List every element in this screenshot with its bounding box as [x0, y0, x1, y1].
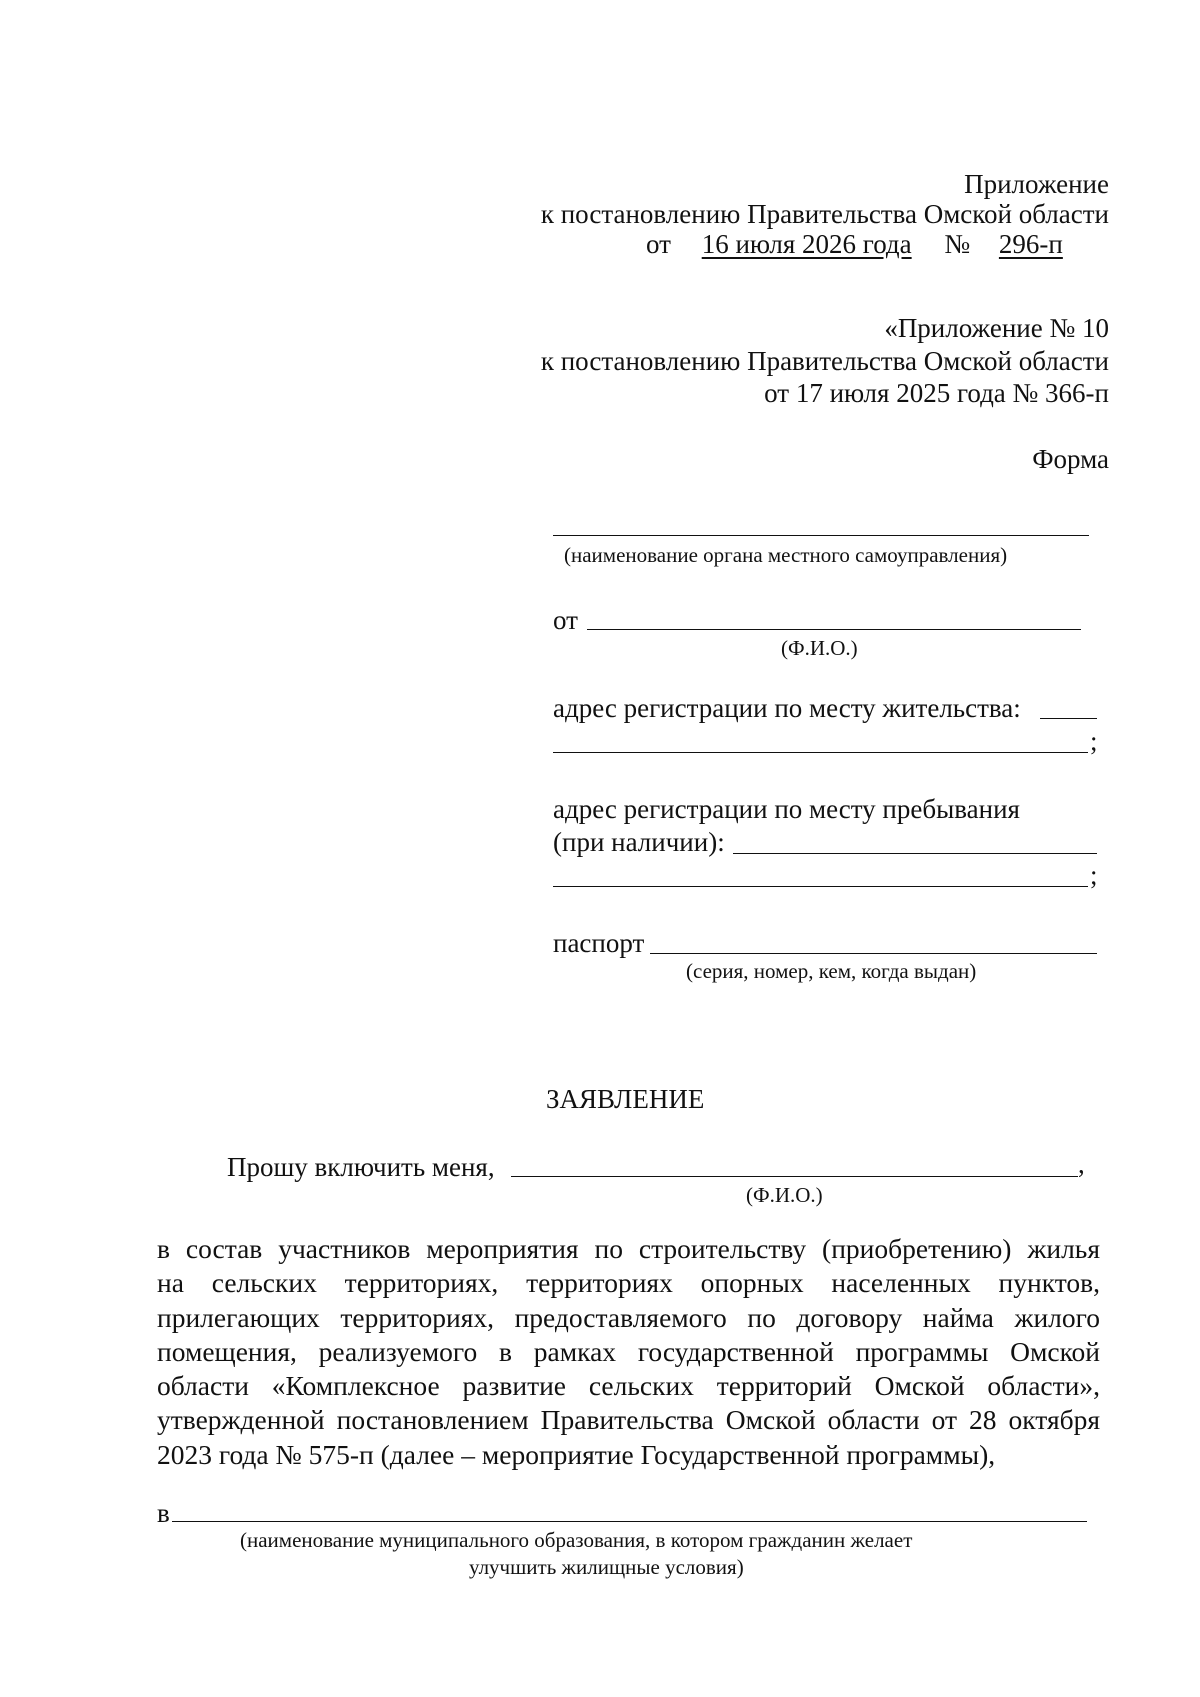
original-resolution-reference: к постановлению Правительства Омской области: [540, 346, 1109, 376]
statement-body-line: утвержденной постановлением Правительства Омской области от 28 октября: [157, 1404, 1100, 1436]
statement-body-line: 2023 года № 575-п (далее – мероприятие Государственной программы),: [157, 1438, 996, 1470]
fio-line: [587, 629, 1081, 630]
statement-body-line: области «Комплексное развитие сельских территорий Омской области»,: [157, 1370, 1100, 1402]
request-label: Прошу включить меня,: [227, 1152, 495, 1182]
statement-body-line: в состав участников мероприятия по строительству (приобретению) жилья: [157, 1233, 1100, 1264]
fio-caption: (Ф.И.О.): [781, 636, 858, 660]
resolution-reference: к постановлению Правительства Омской области: [540, 199, 1109, 229]
residence-address-label: адрес регистрации по месту жительства:: [553, 693, 1021, 723]
residence-address-line-1: [1040, 718, 1097, 719]
form-label: Форма: [1032, 444, 1109, 474]
municipality-caption-line-1: (наименование муниципального образования, в котором гражданин желает: [240, 1528, 913, 1552]
stay-semicolon: ;: [1090, 860, 1098, 890]
resolution-number: 296-п: [998, 229, 1063, 259]
passport-caption: (серия, номер, кем, когда выдан): [686, 959, 977, 983]
municipality-caption-line-2: улучшить жилищные условия): [469, 1555, 744, 1579]
stay-address-label: адрес регистрации по месту пребывания: [553, 794, 1020, 824]
stay-address-note: (при наличии):: [553, 827, 725, 857]
statement-body-line: прилегающих территориях, предоставляемого по договору найма жилого: [157, 1301, 1100, 1333]
authority-name-line: [553, 535, 1089, 536]
request-fio-caption: (Ф.И.О.): [746, 1183, 823, 1207]
statement-body-line: на сельских территориях, территориях опорных населенных пунктов,: [157, 1267, 1100, 1299]
statement-title: ЗАЯВЛЕНИЕ: [546, 1084, 705, 1114]
resolution-date: 16 июля 2026 года: [701, 229, 912, 259]
original-resolution-date: от 17 июля 2025 года № 366-п: [764, 378, 1109, 408]
original-appendix-label: «Приложение № 10: [884, 313, 1109, 343]
resolution-date-line: [646, 227, 1071, 261]
passport-label: паспорт: [553, 928, 645, 958]
stay-address-line-1: [733, 853, 1097, 854]
municipality-in-label: в: [157, 1498, 170, 1528]
statement-body-line: помещения, реализуемого в рамках государственной программы Омской: [157, 1335, 1100, 1367]
authority-caption: (наименование органа местного самоуправления): [564, 543, 1008, 567]
municipality-line: [172, 1521, 1087, 1522]
request-fio-line: [511, 1176, 1078, 1177]
statement-body: [157, 1232, 1100, 1472]
date-prefix: от: [646, 229, 671, 259]
residence-semicolon: ;: [1090, 726, 1098, 756]
from-label: от: [553, 605, 578, 635]
passport-line: [650, 953, 1097, 954]
residence-address-line-2: [553, 752, 1088, 753]
request-comma: ,: [1078, 1149, 1085, 1179]
stay-address-line-2: [553, 886, 1088, 887]
number-prefix: №: [944, 229, 971, 259]
appendix-label: Приложение: [964, 169, 1109, 199]
